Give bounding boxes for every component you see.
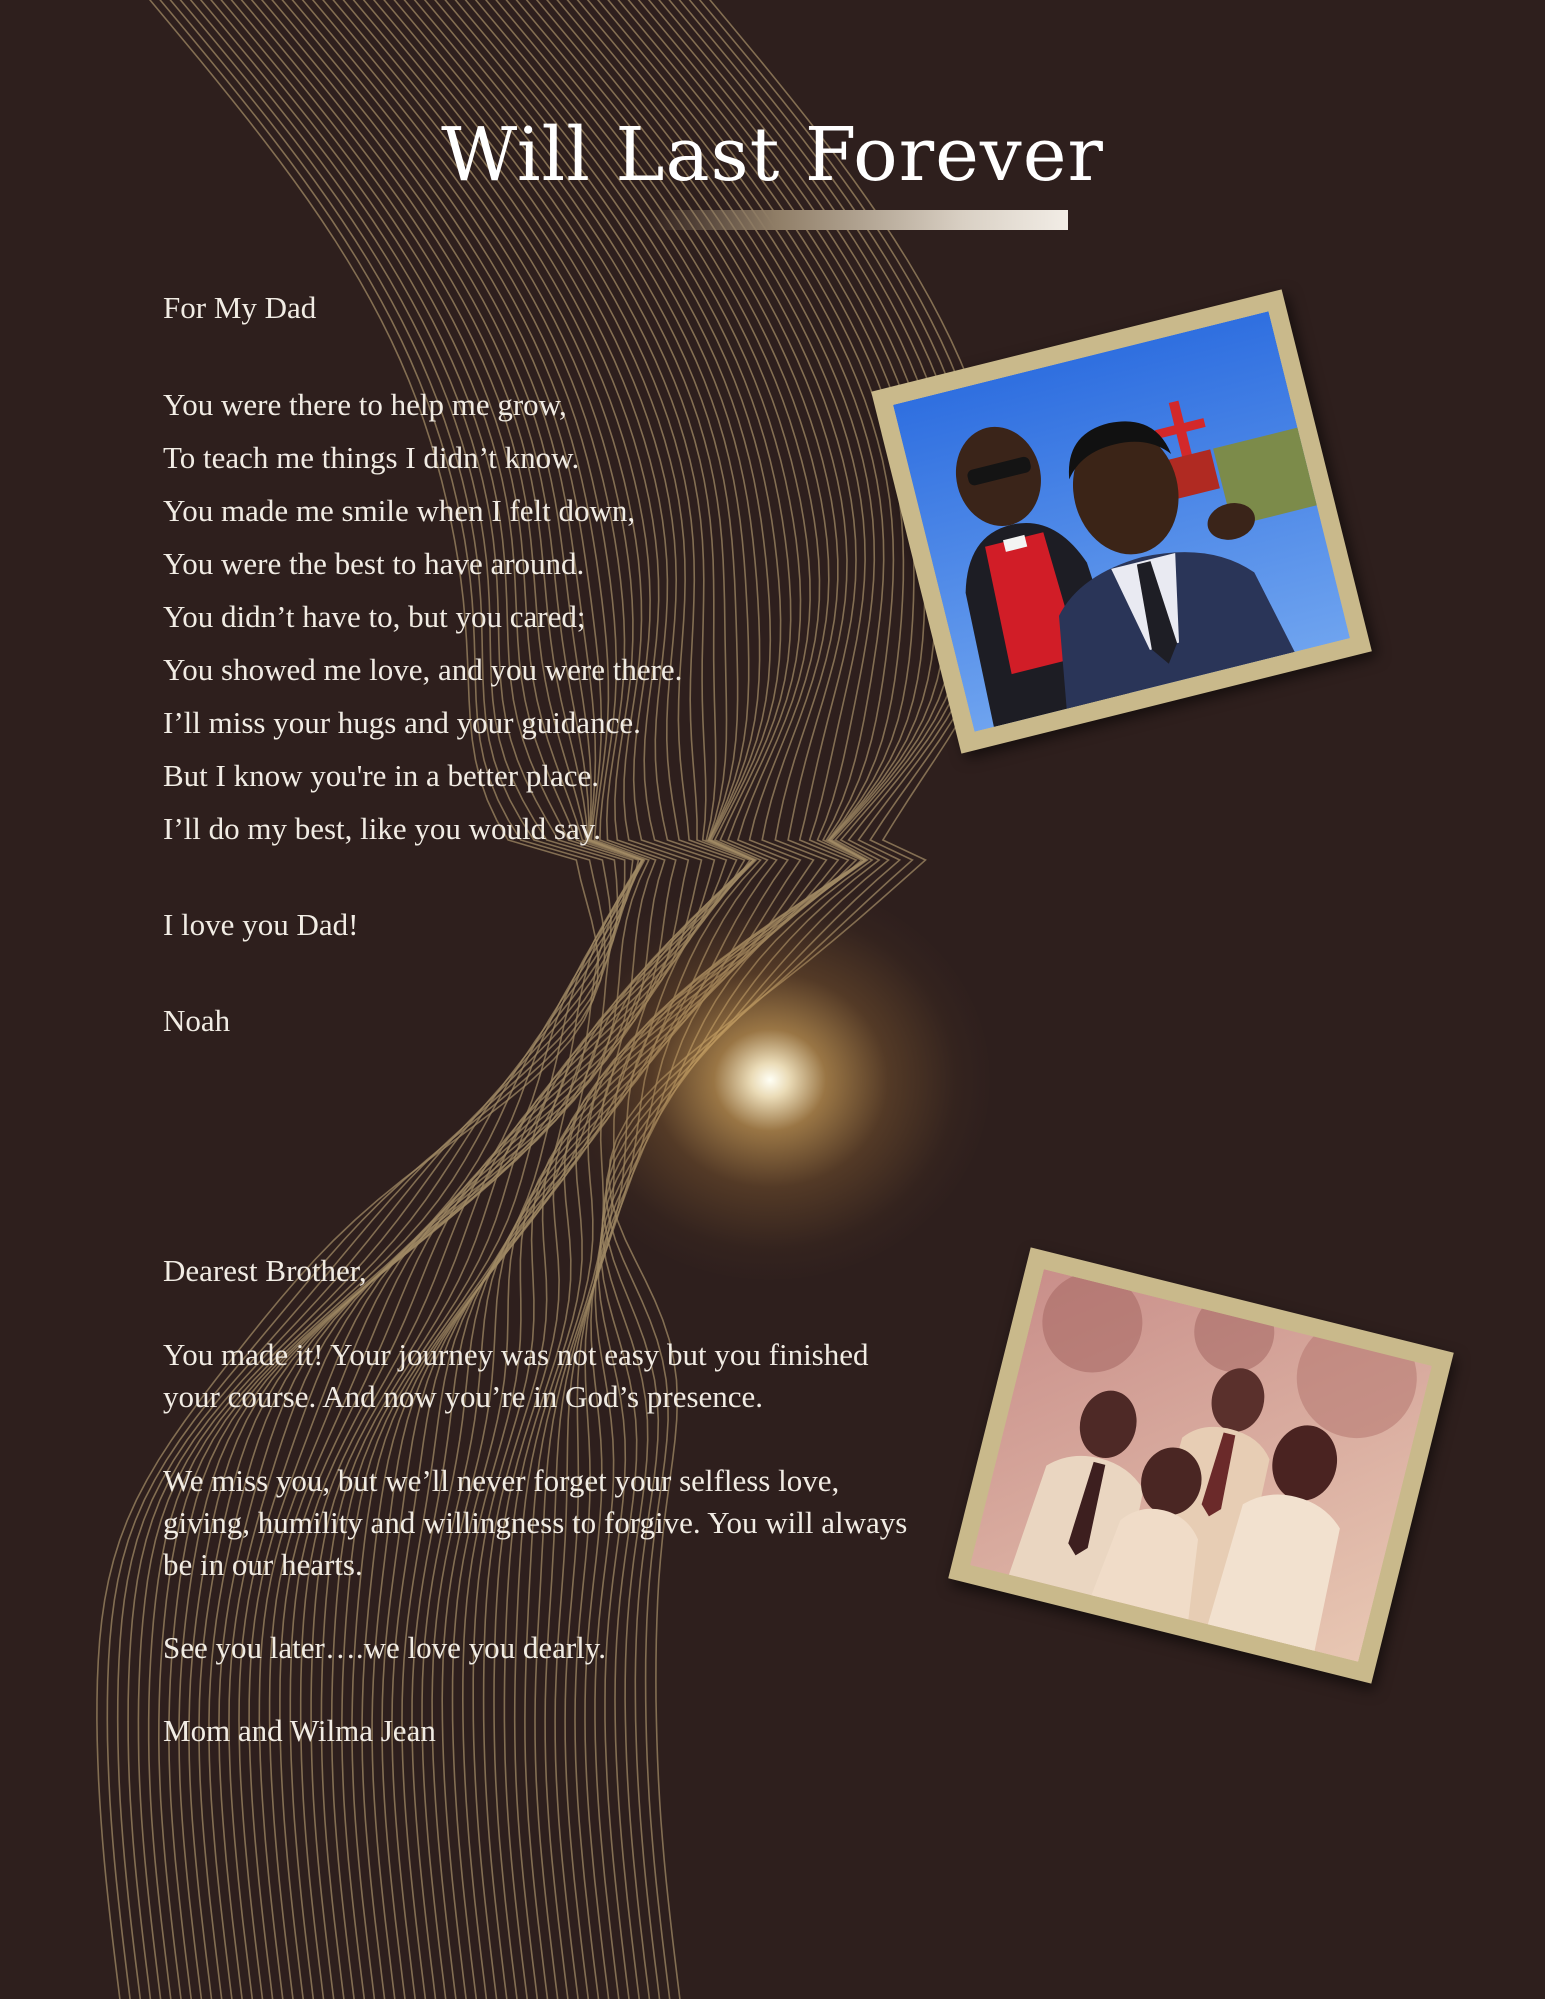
wave-line — [604, 0, 989, 1999]
wave-line — [535, 0, 884, 1999]
poem-line: You made me smile when I felt down, — [163, 493, 636, 528]
letter2-greeting: Dearest Brother, — [163, 1253, 367, 1288]
poem-line: You were the best to have around. — [163, 546, 585, 581]
wave-line — [463, 0, 820, 1999]
paragraph-line: your course. And now you’re in God’s presence. — [163, 1379, 764, 1414]
letter2-signature: Mom and Wilma Jean — [163, 1713, 436, 1748]
wave-line — [382, 0, 754, 1999]
poem-line: You showed me love, and you were there. — [163, 652, 683, 687]
letter2-paragraph-1 — [163, 1334, 869, 1418]
wave-line — [603, 0, 980, 1999]
poem-line: I’ll miss your hugs and your guidance. — [163, 705, 641, 740]
wave-line — [545, 0, 893, 1999]
paragraph-line: We miss you, but we’ll never forget your selfless love, — [163, 1463, 840, 1498]
letter1-closing: I love you Dad! — [163, 907, 359, 942]
poem-line: I’ll do my best, like you would say. — [163, 811, 601, 846]
letter1-poem — [163, 378, 682, 855]
wave-line — [473, 0, 829, 1999]
wave-line — [321, 0, 736, 1999]
title-underline — [650, 210, 1068, 230]
letter1-signature: Noah — [163, 1003, 231, 1038]
paragraph-line: giving, humility and willingness to forgive. You will always — [163, 1505, 908, 1540]
paragraph-line: be in our hearts. — [163, 1547, 363, 1582]
photo-image — [893, 311, 1350, 732]
wave-line — [494, 0, 847, 1999]
poem-line: You didn’t have to, but you cared; — [163, 599, 586, 634]
wave-line — [392, 0, 753, 1999]
page-title: Will Last Forever — [441, 112, 1104, 198]
letter2-paragraph-3: See you later….we love you dearly. — [163, 1630, 607, 1665]
poem-line: But I know you're in a better place. — [163, 758, 599, 793]
paragraph-line: You made it! Your journey was not easy but you finished — [163, 1337, 869, 1372]
poem-line: To teach me things I didn’t know. — [163, 440, 580, 475]
letter2-paragraph-2 — [163, 1460, 907, 1586]
wave-line — [311, 0, 726, 1999]
wave-line — [515, 0, 865, 1999]
poem-line: You were there to help me grow, — [163, 387, 567, 422]
letter1-greeting: For My Dad — [163, 290, 317, 325]
